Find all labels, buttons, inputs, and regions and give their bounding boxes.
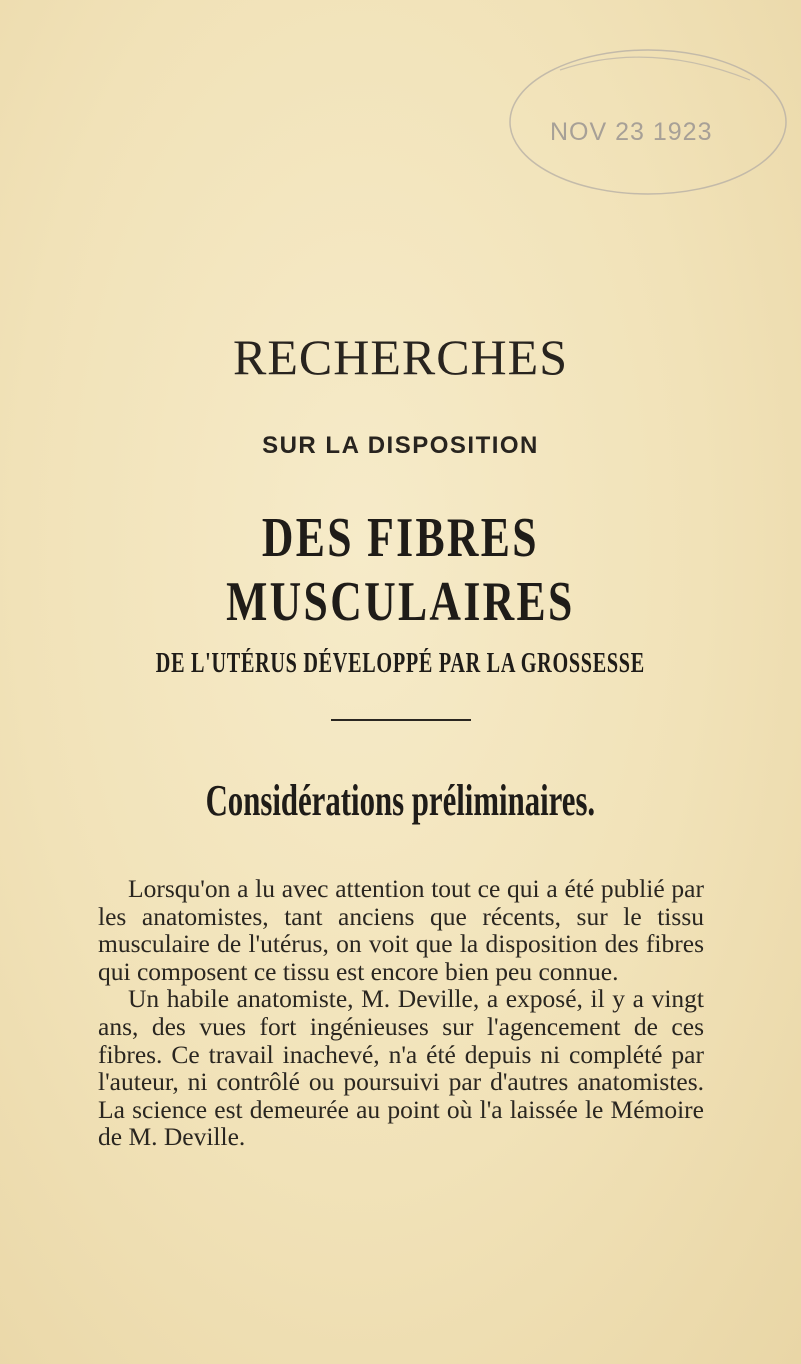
divider-rule [331, 719, 471, 721]
title-main: RECHERCHES [232, 329, 569, 385]
paragraph: Lorsqu'on a lu avec attention tout ce qui a été publié par les anatomistes, tant anciens que récents, sur le tissu musculaire de l'utérus, on voit que la disposition des fibres qui composent ce tissu est encore bien peu connue. [98, 874, 704, 986]
title-line-2: SUR LA DISPOSITION [262, 432, 539, 459]
paragraph: Un habile anatomiste, M. Deville, a exposé, il y a vingt ans, des vues fort ingénieuses sur l'agencement de ces fibres. Ce travail inachevé, n'a été depuis ni complété par l'auteur, ni contrôlé ou poursuivi par d'autres anatomistes. La science est demeurée au point où l'a laissée le Mémoire de M. Deville. [98, 984, 704, 1152]
library-stamp [500, 40, 790, 210]
stamp-date: NOV 23 1923 [550, 118, 713, 146]
body-text [98, 875, 704, 1151]
title-line-3: DES FIBRES MUSCULAIRES [226, 507, 575, 633]
title-line-4: DE L'UTÉRUS DÉVELOPPÉ PAR LA GROSSESSE [155, 648, 645, 679]
section-heading: Considérations préliminaires. [205, 776, 596, 825]
